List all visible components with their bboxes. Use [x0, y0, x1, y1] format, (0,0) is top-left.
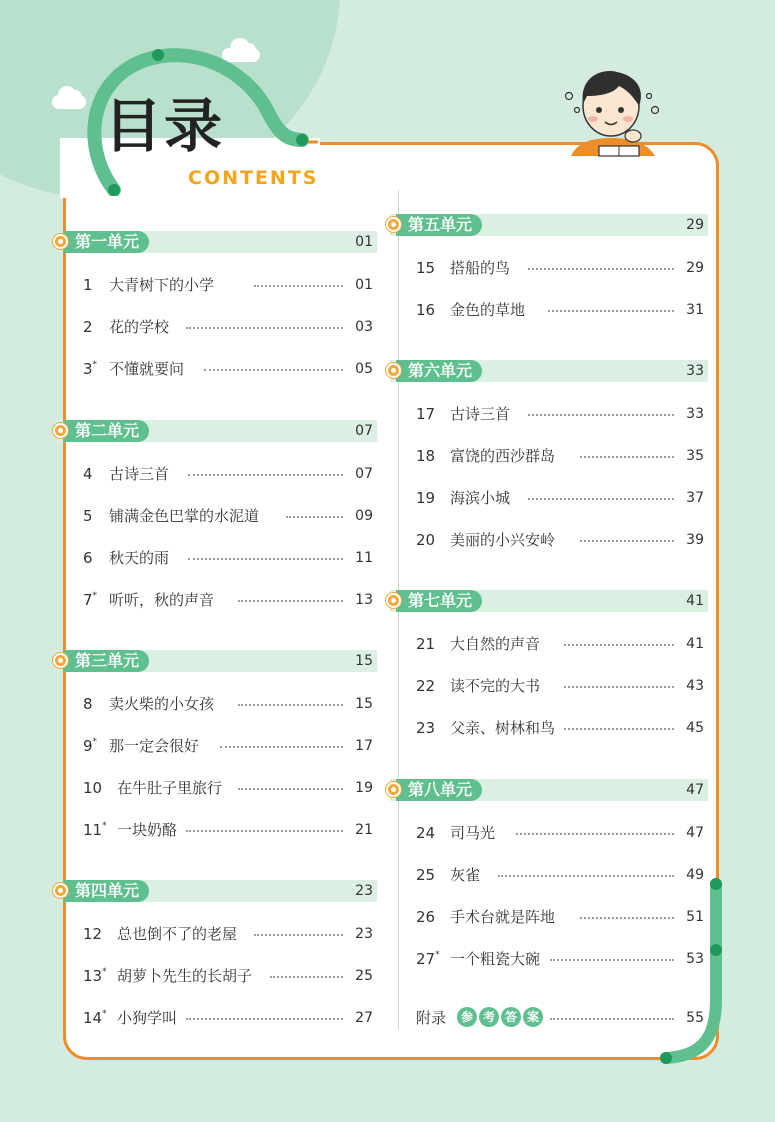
- lesson-row[interactable]: [416, 403, 708, 425]
- lesson-page: 53: [686, 951, 704, 967]
- lesson-page: 43: [686, 678, 704, 694]
- lesson-title: 古诗三首: [109, 465, 170, 483]
- dot-leader: [238, 788, 343, 790]
- lesson-title: 富饶的西沙群岛: [450, 447, 556, 465]
- lesson-row[interactable]: [83, 819, 377, 841]
- lesson-title: 那一定会很好: [109, 737, 200, 755]
- lesson-title: 海滨小城: [450, 489, 511, 507]
- lesson-number: [83, 693, 93, 715]
- dot-leader: [186, 830, 343, 832]
- dot-leader: [186, 1018, 343, 1020]
- dot-leader: [516, 833, 674, 835]
- unit-label: 第七单元: [396, 590, 482, 612]
- dot-leader: [528, 268, 674, 270]
- lesson-number: [83, 1007, 107, 1029]
- unit-page: 01: [355, 234, 373, 250]
- dot-leader: [188, 558, 343, 560]
- lesson-page: 45: [686, 720, 704, 736]
- lesson-page: 17: [355, 738, 373, 754]
- lesson-title: 秋天的雨: [109, 549, 170, 567]
- lesson-number: [83, 547, 93, 569]
- lesson-number: [416, 529, 435, 551]
- unit-page: 33: [686, 363, 704, 379]
- lesson-number-value: 23: [416, 719, 436, 737]
- unit-page: 15: [355, 653, 373, 669]
- lesson-title: 司马光: [450, 824, 496, 842]
- unit-header[interactable]: [57, 880, 377, 902]
- lesson-page: 31: [686, 302, 704, 318]
- lesson-page: 49: [686, 867, 704, 883]
- lesson-title: 铺满金色巴掌的水泥道: [109, 507, 260, 525]
- lesson-number: [83, 316, 93, 338]
- lesson-title: 读不完的大书: [450, 677, 541, 695]
- lesson-title: 一块奶酪: [117, 821, 178, 839]
- lesson-title: 灰雀: [450, 866, 481, 884]
- dot-leader: [548, 310, 674, 312]
- dot-leader: [238, 704, 343, 706]
- lesson-title: 小狗学叫: [117, 1009, 178, 1027]
- lesson-title: 古诗三首: [450, 405, 511, 423]
- lesson-number: [416, 487, 435, 509]
- lesson-page: 23: [355, 926, 373, 942]
- lesson-number: [83, 735, 97, 757]
- page-title: 目录: [104, 92, 225, 160]
- lesson-page: 11: [355, 550, 373, 566]
- lesson-number: [83, 777, 102, 799]
- unit-label: 第六单元: [396, 360, 482, 382]
- lesson-number-value: 26: [416, 908, 436, 926]
- lesson-number-value: 5: [83, 507, 93, 525]
- lesson-title: 总也倒不了的老屋: [117, 925, 238, 943]
- lesson-number: [416, 717, 435, 739]
- lesson-page: 05: [355, 361, 373, 377]
- appendix-row[interactable]: [548, 1007, 708, 1029]
- optional-mark: *: [102, 1009, 107, 1019]
- lesson-title: 大青树下的小学: [109, 276, 215, 294]
- lesson-number: [83, 819, 107, 841]
- lesson-number-value: 12: [83, 925, 103, 943]
- unit-header[interactable]: [57, 650, 377, 672]
- lesson-number: [416, 822, 435, 844]
- lesson-row[interactable]: [416, 633, 708, 655]
- lesson-row[interactable]: [83, 463, 377, 485]
- dot-leader: [580, 917, 674, 919]
- lesson-number-value: 4: [83, 465, 93, 483]
- dot-leader: [254, 285, 343, 287]
- lesson-row[interactable]: [83, 358, 377, 380]
- lesson-number-value: 3: [83, 360, 93, 378]
- unit-label: 第一单元: [63, 231, 149, 253]
- unit-label: 第八单元: [396, 779, 482, 801]
- dot-leader: [254, 934, 343, 936]
- lesson-number-value: 1: [83, 276, 93, 294]
- badge-char: 答: [501, 1007, 521, 1027]
- lesson-number: [416, 257, 435, 279]
- lesson-title: 大自然的声音: [450, 635, 541, 653]
- lesson-number: [83, 923, 102, 945]
- badge-char: 案: [523, 1007, 543, 1027]
- unit-label: 第二单元: [63, 420, 149, 442]
- optional-mark: *: [102, 967, 107, 977]
- bullet-icon: [386, 363, 401, 378]
- unit-header[interactable]: [57, 420, 377, 442]
- dot-leader: [528, 498, 674, 500]
- lesson-title: 胡萝卜先生的长胡子: [117, 967, 253, 985]
- lesson-title: 卖火柴的小女孩: [109, 695, 215, 713]
- dot-leader: [186, 327, 343, 329]
- lesson-number-value: 22: [416, 677, 436, 695]
- lesson-page: 09: [355, 508, 373, 524]
- lesson-page: 15: [355, 696, 373, 712]
- dot-leader: [238, 600, 343, 602]
- dot-leader: [564, 728, 674, 730]
- lesson-row[interactable]: [416, 864, 708, 886]
- unit-header[interactable]: [390, 779, 708, 801]
- optional-mark: *: [92, 737, 98, 747]
- dot-leader: [550, 959, 674, 961]
- lesson-row[interactable]: [416, 445, 708, 467]
- lesson-page: 29: [686, 260, 704, 276]
- unit-page: 47: [686, 782, 704, 798]
- lesson-title: 搭船的鸟: [450, 259, 511, 277]
- lesson-number: [416, 906, 435, 928]
- lesson-number: [416, 948, 440, 970]
- lesson-title: 美丽的小兴安岭: [450, 531, 556, 549]
- lesson-row[interactable]: [83, 1007, 377, 1029]
- unit-header[interactable]: [390, 214, 708, 236]
- dot-leader: [528, 414, 674, 416]
- unit-label: 第三单元: [63, 650, 149, 672]
- page-subtitle: CONTENTS: [188, 167, 319, 189]
- lesson-number-value: 17: [416, 405, 436, 423]
- lesson-number-value: 6: [83, 549, 93, 567]
- lesson-number: [83, 505, 93, 527]
- optional-mark: *: [92, 591, 98, 601]
- dot-leader: [564, 686, 674, 688]
- lesson-number-value: 10: [83, 779, 103, 797]
- unit-label: 第四单元: [63, 880, 149, 902]
- lesson-title: 不懂就要问: [109, 360, 185, 378]
- lesson-number-value: 19: [416, 489, 436, 507]
- bullet-icon: [386, 782, 401, 797]
- lesson-number-value: 25: [416, 866, 436, 884]
- lesson-number: [416, 675, 435, 697]
- dot-leader: [220, 746, 343, 748]
- lesson-row[interactable]: [83, 316, 377, 338]
- lesson-title: 花的学校: [109, 318, 170, 336]
- lesson-page: 47: [686, 825, 704, 841]
- lesson-number-value: 16: [416, 301, 436, 319]
- lesson-title: 一个粗瓷大碗: [450, 950, 541, 968]
- dot-leader: [564, 644, 674, 646]
- lesson-number: [416, 633, 435, 655]
- unit-header[interactable]: [390, 590, 708, 612]
- lesson-row[interactable]: [416, 717, 708, 739]
- lesson-row[interactable]: [83, 923, 377, 945]
- lesson-number-value: 24: [416, 824, 436, 842]
- lesson-number: [83, 274, 93, 296]
- bullet-icon: [53, 883, 68, 898]
- unit-header[interactable]: [390, 360, 708, 382]
- lesson-row[interactable]: [83, 777, 377, 799]
- lesson-row[interactable]: [416, 257, 708, 279]
- optional-mark: *: [435, 950, 440, 960]
- badge-char: 参: [457, 1007, 477, 1027]
- lesson-page: 27: [355, 1010, 373, 1026]
- lesson-number: [416, 864, 435, 886]
- lesson-title: 手术台就是阵地: [450, 908, 556, 926]
- optional-mark: *: [102, 821, 107, 831]
- lesson-title: 父亲、树林和鸟: [450, 719, 556, 737]
- lesson-number-value: 11: [83, 821, 103, 839]
- answer-key-badge[interactable]: [457, 1007, 543, 1027]
- bullet-icon: [53, 234, 68, 249]
- lesson-row[interactable]: [416, 822, 708, 844]
- lesson-page: 25: [355, 968, 373, 984]
- lesson-row[interactable]: [416, 675, 708, 697]
- lesson-number-value: 20: [416, 531, 436, 549]
- lesson-number-value: 8: [83, 695, 93, 713]
- lesson-row[interactable]: [83, 693, 377, 715]
- bullet-icon: [53, 423, 68, 438]
- lesson-row[interactable]: [416, 299, 708, 321]
- lesson-number-value: 18: [416, 447, 436, 465]
- badge-char: 考: [479, 1007, 499, 1027]
- lesson-page: 37: [686, 490, 704, 506]
- lesson-page: 21: [355, 822, 373, 838]
- lesson-number-value: 13: [83, 967, 103, 985]
- lesson-number: [83, 965, 107, 987]
- lesson-page: 19: [355, 780, 373, 796]
- lesson-number: [416, 299, 435, 321]
- dot-leader: [270, 976, 343, 978]
- lesson-row[interactable]: [416, 906, 708, 928]
- lesson-number-value: 15: [416, 259, 436, 277]
- lesson-page: 03: [355, 319, 373, 335]
- bullet-icon: [53, 653, 68, 668]
- corner-arc-decoration: [650, 870, 730, 1070]
- dot-leader: [580, 540, 674, 542]
- dot-leader: [188, 474, 343, 476]
- lesson-number-value: 14: [83, 1009, 103, 1027]
- lesson-row[interactable]: [83, 965, 377, 987]
- unit-page: 29: [686, 217, 704, 233]
- lesson-number: [83, 589, 97, 611]
- unit-label: 第五单元: [396, 214, 482, 236]
- dot-leader: [580, 456, 674, 458]
- lesson-number: [416, 445, 435, 467]
- lesson-page: 41: [686, 636, 704, 652]
- lesson-title: 听听，秋的声音: [109, 591, 215, 609]
- lesson-page: 51: [686, 909, 704, 925]
- lesson-row[interactable]: [83, 547, 377, 569]
- lesson-number: [83, 463, 93, 485]
- lesson-page: 01: [355, 277, 373, 293]
- lesson-number-value: 2: [83, 318, 93, 336]
- dot-leader: [286, 516, 343, 518]
- lesson-title: 金色的草地: [450, 301, 526, 319]
- lesson-page: 35: [686, 448, 704, 464]
- lesson-number: [83, 358, 97, 380]
- lesson-row[interactable]: [83, 505, 377, 527]
- unit-header[interactable]: [57, 231, 377, 253]
- bullet-icon: [386, 217, 401, 232]
- lesson-number-value: 21: [416, 635, 436, 653]
- lesson-number-value: 9: [83, 737, 93, 755]
- lesson-page: 07: [355, 466, 373, 482]
- lesson-row[interactable]: [416, 487, 708, 509]
- appendix-page: 55: [686, 1010, 704, 1026]
- lesson-row[interactable]: [83, 735, 377, 757]
- unit-page: 07: [355, 423, 373, 439]
- lesson-row[interactable]: [83, 274, 377, 296]
- optional-mark: *: [92, 360, 98, 370]
- lesson-row[interactable]: [83, 589, 377, 611]
- lesson-page: 13: [355, 592, 373, 608]
- lesson-number-value: 27: [416, 950, 436, 968]
- lesson-row[interactable]: [416, 948, 708, 970]
- lesson-number-value: 7: [83, 591, 93, 609]
- unit-page: 23: [355, 883, 373, 899]
- lesson-page: 39: [686, 532, 704, 548]
- lesson-page: 33: [686, 406, 704, 422]
- dot-leader: [550, 1018, 674, 1020]
- dot-leader: [204, 369, 343, 371]
- reading-boy-illustration-icon: [563, 66, 663, 162]
- unit-page: 41: [686, 593, 704, 609]
- lesson-title: 在牛肚子里旅行: [117, 779, 223, 797]
- lesson-number: [416, 403, 435, 425]
- dot-leader: [498, 875, 674, 877]
- lesson-row[interactable]: [416, 529, 708, 551]
- appendix-label: 附录: [416, 1009, 447, 1027]
- bullet-icon: [386, 593, 401, 608]
